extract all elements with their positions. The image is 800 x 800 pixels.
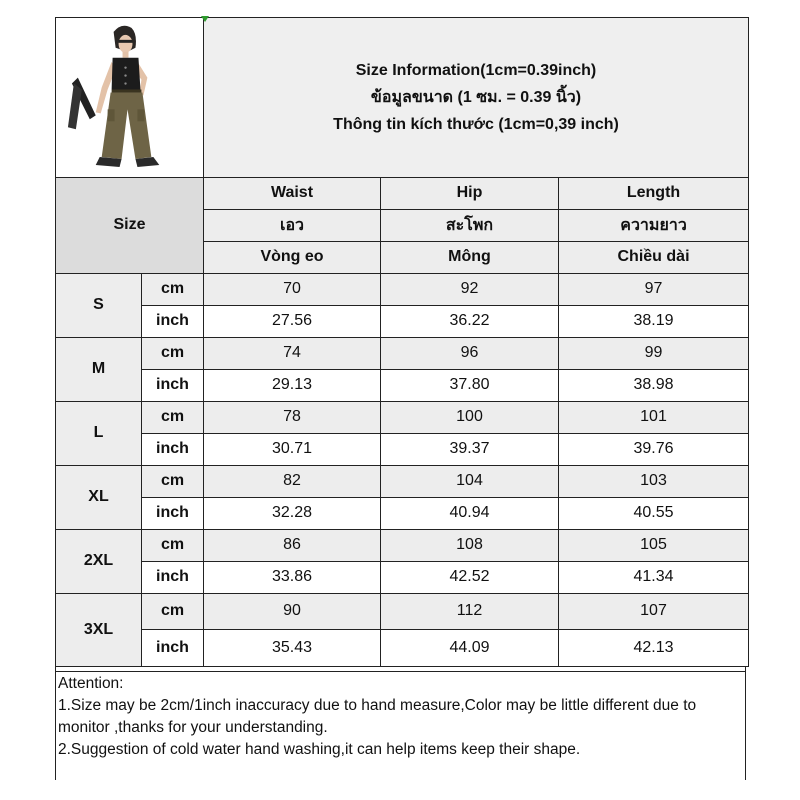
length-value: 40.55 bbox=[559, 497, 749, 529]
waist-value: 35.43 bbox=[204, 629, 381, 666]
product-photo bbox=[56, 18, 204, 178]
size-label: S bbox=[56, 273, 142, 337]
unit-label: inch bbox=[142, 629, 204, 666]
hip-value: 36.22 bbox=[381, 305, 559, 337]
length-value: 38.98 bbox=[559, 369, 749, 401]
table-row bbox=[56, 273, 749, 305]
unit-label: cm bbox=[142, 593, 204, 629]
hip-value: 42.52 bbox=[381, 561, 559, 593]
unit-label: cm bbox=[142, 273, 204, 305]
header-hip-th: สะโพก bbox=[381, 209, 559, 241]
table-row bbox=[56, 593, 749, 629]
waist-value: 30.71 bbox=[204, 433, 381, 465]
waist-value: 86 bbox=[204, 529, 381, 561]
unit-label: inch bbox=[142, 369, 204, 401]
length-value: 107 bbox=[559, 593, 749, 629]
hip-value: 100 bbox=[381, 401, 559, 433]
header-waist-en: Waist bbox=[204, 177, 381, 209]
unit-label: cm bbox=[142, 529, 204, 561]
table-row bbox=[56, 629, 749, 666]
size-information-header bbox=[204, 18, 749, 178]
size-table bbox=[55, 17, 749, 667]
title-vi: Thông tin kích thước (1cm=0,39 inch) bbox=[333, 115, 619, 133]
header-hip-en: Hip bbox=[381, 177, 559, 209]
notes-heading: Attention: bbox=[58, 675, 124, 692]
length-value: 42.13 bbox=[559, 629, 749, 666]
length-value: 39.76 bbox=[559, 433, 749, 465]
unit-label: inch bbox=[142, 561, 204, 593]
waist-value: 78 bbox=[204, 401, 381, 433]
length-value: 103 bbox=[559, 465, 749, 497]
note-item: 2.Suggestion of cold water hand washing,it can help items keep their shape. bbox=[58, 741, 581, 758]
size-label: XL bbox=[56, 465, 142, 529]
waist-value: 70 bbox=[204, 273, 381, 305]
corner-marker-icon bbox=[201, 16, 209, 22]
waist-value: 29.13 bbox=[204, 369, 381, 401]
size-label: 3XL bbox=[56, 593, 142, 666]
hip-value: 92 bbox=[381, 273, 559, 305]
note-item: 1.Size may be 2cm/1inch inaccuracy due to hand measure,Color may be little different due to monitor ,thanks for your understanding. bbox=[58, 697, 697, 736]
header-waist-th: เอว bbox=[204, 209, 381, 241]
length-value: 105 bbox=[559, 529, 749, 561]
length-value: 41.34 bbox=[559, 561, 749, 593]
table-row bbox=[56, 305, 749, 337]
unit-label: cm bbox=[142, 337, 204, 369]
size-chart bbox=[55, 17, 746, 780]
size-label: 2XL bbox=[56, 529, 142, 593]
hip-value: 37.80 bbox=[381, 369, 559, 401]
length-value: 38.19 bbox=[559, 305, 749, 337]
hip-value: 40.94 bbox=[381, 497, 559, 529]
hip-value: 44.09 bbox=[381, 629, 559, 666]
length-value: 99 bbox=[559, 337, 749, 369]
waist-value: 74 bbox=[204, 337, 381, 369]
unit-label: inch bbox=[142, 305, 204, 337]
size-label: M bbox=[56, 337, 142, 401]
hip-value: 96 bbox=[381, 337, 559, 369]
table-row bbox=[56, 337, 749, 369]
table-row bbox=[56, 465, 749, 497]
unit-label: cm bbox=[142, 465, 204, 497]
waist-value: 33.86 bbox=[204, 561, 381, 593]
unit-label: cm bbox=[142, 401, 204, 433]
length-value: 97 bbox=[559, 273, 749, 305]
hip-value: 104 bbox=[381, 465, 559, 497]
title-th: ข้อมูลขนาด (1 ซม. = 0.39 นิ้ว) bbox=[370, 88, 582, 106]
header-waist-vi: Vòng eo bbox=[204, 241, 381, 273]
model-image bbox=[56, 18, 203, 172]
waist-value: 27.56 bbox=[204, 305, 381, 337]
table-row bbox=[56, 433, 749, 465]
waist-value: 32.28 bbox=[204, 497, 381, 529]
header-hip-vi: Mông bbox=[381, 241, 559, 273]
table-row bbox=[56, 561, 749, 593]
hip-value: 112 bbox=[381, 593, 559, 629]
length-value: 101 bbox=[559, 401, 749, 433]
table-row bbox=[56, 497, 749, 529]
title-en: Size Information(1cm=0.39inch) bbox=[355, 61, 597, 79]
waist-value: 90 bbox=[204, 593, 381, 629]
table-row bbox=[56, 401, 749, 433]
table-row bbox=[56, 529, 749, 561]
unit-label: inch bbox=[142, 433, 204, 465]
header-length-vi: Chiều dài bbox=[559, 241, 749, 273]
unit-label: inch bbox=[142, 497, 204, 529]
table-row bbox=[56, 369, 749, 401]
size-column-header: Size bbox=[56, 177, 204, 273]
header-length-en: Length bbox=[559, 177, 749, 209]
hip-value: 39.37 bbox=[381, 433, 559, 465]
attention-notes bbox=[56, 671, 745, 780]
hip-value: 108 bbox=[381, 529, 559, 561]
size-label: L bbox=[56, 401, 142, 465]
waist-value: 82 bbox=[204, 465, 381, 497]
header-length-th: ความยาว bbox=[559, 209, 749, 241]
